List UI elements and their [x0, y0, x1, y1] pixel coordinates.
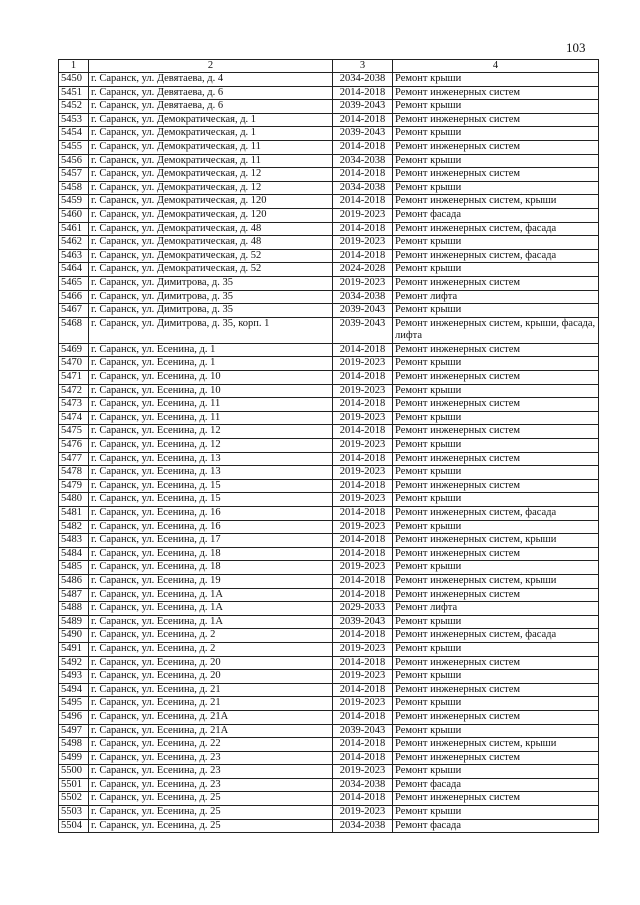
address-cell: г. Саранск, ул. Демократическая, д. 48 — [89, 236, 333, 250]
work-type-cell: Ремонт инженерных систем — [393, 452, 599, 466]
period-cell: 2014-2018 — [333, 738, 393, 752]
period-cell: 2039-2043 — [333, 317, 393, 343]
row-number-cell: 5486 — [59, 574, 89, 588]
address-cell: г. Саранск, ул. Демократическая, д. 120 — [89, 208, 333, 222]
table-row — [59, 371, 599, 385]
row-number-cell: 5476 — [59, 439, 89, 453]
period-cell: 2019-2023 — [333, 439, 393, 453]
period-cell: 2019-2023 — [333, 765, 393, 779]
period-cell: 2034-2038 — [333, 154, 393, 168]
table-row — [59, 493, 599, 507]
table-row — [59, 304, 599, 318]
row-number-cell: 5493 — [59, 670, 89, 684]
row-number-cell: 5455 — [59, 140, 89, 154]
repair-schedule-table — [58, 59, 599, 833]
work-type-cell: Ремонт лифта — [393, 290, 599, 304]
address-cell: г. Саранск, ул. Девятаева, д. 6 — [89, 100, 333, 114]
work-type-cell: Ремонт инженерных систем, фасада — [393, 629, 599, 643]
address-cell: г. Саранск, ул. Есенина, д. 10 — [89, 371, 333, 385]
table-row — [59, 276, 599, 290]
work-type-cell: Ремонт инженерных систем, фасада — [393, 507, 599, 521]
period-cell: 2029-2033 — [333, 602, 393, 616]
row-number-cell: 5450 — [59, 73, 89, 87]
column-header-3: 3 — [333, 60, 393, 73]
work-type-cell: Ремонт инженерных систем — [393, 751, 599, 765]
row-number-cell: 5500 — [59, 765, 89, 779]
work-type-cell: Ремонт крыши — [393, 670, 599, 684]
address-cell: г. Саранск, ул. Есенина, д. 23 — [89, 751, 333, 765]
table-row — [59, 765, 599, 779]
table-row — [59, 751, 599, 765]
row-number-cell: 5451 — [59, 86, 89, 100]
table-row — [59, 479, 599, 493]
row-number-cell: 5457 — [59, 168, 89, 182]
address-cell: г. Саранск, ул. Есенина, д. 1А — [89, 615, 333, 629]
work-type-cell: Ремонт крыши — [393, 439, 599, 453]
address-cell: г. Саранск, ул. Есенина, д. 23 — [89, 765, 333, 779]
address-cell: г. Саранск, ул. Есенина, д. 12 — [89, 439, 333, 453]
period-cell: 2039-2043 — [333, 615, 393, 629]
row-number-cell: 5454 — [59, 127, 89, 141]
row-number-cell: 5469 — [59, 343, 89, 357]
row-number-cell: 5456 — [59, 154, 89, 168]
table-header-row — [59, 60, 599, 73]
table-row — [59, 561, 599, 575]
address-cell: г. Саранск, ул. Девятаева, д. 4 — [89, 73, 333, 87]
address-cell: г. Саранск, ул. Демократическая, д. 12 — [89, 181, 333, 195]
table-row — [59, 357, 599, 371]
table-row — [59, 100, 599, 114]
row-number-cell: 5471 — [59, 371, 89, 385]
address-cell: г. Саранск, ул. Есенина, д. 25 — [89, 792, 333, 806]
period-cell: 2014-2018 — [333, 452, 393, 466]
table-row — [59, 792, 599, 806]
work-type-cell: Ремонт крыши — [393, 73, 599, 87]
table-row — [59, 615, 599, 629]
work-type-cell: Ремонт крыши — [393, 263, 599, 277]
period-cell: 2014-2018 — [333, 629, 393, 643]
table-row — [59, 290, 599, 304]
address-cell: г. Саранск, ул. Демократическая, д. 48 — [89, 222, 333, 236]
address-cell: г. Саранск, ул. Димитрова, д. 35 — [89, 290, 333, 304]
table-row — [59, 236, 599, 250]
table-row — [59, 710, 599, 724]
period-cell: 2014-2018 — [333, 86, 393, 100]
period-cell: 2014-2018 — [333, 574, 393, 588]
row-number-cell: 5467 — [59, 304, 89, 318]
period-cell: 2034-2038 — [333, 290, 393, 304]
period-cell: 2014-2018 — [333, 113, 393, 127]
work-type-cell: Ремонт крыши — [393, 236, 599, 250]
table-row — [59, 520, 599, 534]
row-number-cell: 5501 — [59, 778, 89, 792]
work-type-cell: Ремонт инженерных систем — [393, 168, 599, 182]
address-cell: г. Саранск, ул. Есенина, д. 15 — [89, 493, 333, 507]
table-row — [59, 425, 599, 439]
work-type-cell: Ремонт крыши — [393, 615, 599, 629]
row-number-cell: 5499 — [59, 751, 89, 765]
address-cell: г. Саранск, ул. Есенина, д. 23 — [89, 778, 333, 792]
table-body — [59, 73, 599, 833]
address-cell: г. Саранск, ул. Есенина, д. 1А — [89, 602, 333, 616]
table-row — [59, 547, 599, 561]
row-number-cell: 5460 — [59, 208, 89, 222]
period-cell: 2019-2023 — [333, 276, 393, 290]
row-number-cell: 5472 — [59, 384, 89, 398]
address-cell: г. Саранск, ул. Демократическая, д. 52 — [89, 263, 333, 277]
address-cell: г. Саранск, ул. Есенина, д. 1А — [89, 588, 333, 602]
page-number: 103 — [566, 40, 586, 55]
period-cell: 2019-2023 — [333, 697, 393, 711]
period-cell: 2019-2023 — [333, 466, 393, 480]
period-cell: 2019-2023 — [333, 561, 393, 575]
column-header-1: 1 — [59, 60, 89, 73]
row-number-cell: 5473 — [59, 398, 89, 412]
table-row — [59, 697, 599, 711]
period-cell: 2039-2043 — [333, 304, 393, 318]
table-row — [59, 398, 599, 412]
table-row — [59, 642, 599, 656]
table-row — [59, 317, 599, 343]
work-type-cell: Ремонт инженерных систем — [393, 371, 599, 385]
address-cell: г. Саранск, ул. Есенина, д. 25 — [89, 819, 333, 833]
row-number-cell: 5504 — [59, 819, 89, 833]
period-cell: 2019-2023 — [333, 236, 393, 250]
work-type-cell: Ремонт инженерных систем — [393, 113, 599, 127]
column-header-2: 2 — [89, 60, 333, 73]
row-number-cell: 5466 — [59, 290, 89, 304]
period-cell: 2019-2023 — [333, 806, 393, 820]
address-cell: г. Саранск, ул. Есенина, д. 21А — [89, 710, 333, 724]
period-cell: 2014-2018 — [333, 479, 393, 493]
period-cell: 2034-2038 — [333, 778, 393, 792]
period-cell: 2014-2018 — [333, 371, 393, 385]
period-cell: 2014-2018 — [333, 222, 393, 236]
table-row — [59, 466, 599, 480]
work-type-cell: Ремонт крыши — [393, 765, 599, 779]
work-type-cell: Ремонт инженерных систем — [393, 343, 599, 357]
row-number-cell: 5465 — [59, 276, 89, 290]
period-cell: 2019-2023 — [333, 520, 393, 534]
address-cell: г. Саранск, ул. Демократическая, д. 11 — [89, 140, 333, 154]
table-row — [59, 534, 599, 548]
row-number-cell: 5489 — [59, 615, 89, 629]
row-number-cell: 5463 — [59, 249, 89, 263]
work-type-cell: Ремонт инженерных систем — [393, 588, 599, 602]
row-number-cell: 5491 — [59, 642, 89, 656]
work-type-cell: Ремонт крыши — [393, 724, 599, 738]
table-row — [59, 343, 599, 357]
address-cell: г. Саранск, ул. Девятаева, д. 6 — [89, 86, 333, 100]
table-row — [59, 724, 599, 738]
table-row — [59, 819, 599, 833]
period-cell: 2014-2018 — [333, 751, 393, 765]
table-row — [59, 127, 599, 141]
work-type-cell: Ремонт инженерных систем — [393, 398, 599, 412]
period-cell: 2014-2018 — [333, 792, 393, 806]
table-row — [59, 507, 599, 521]
work-type-cell: Ремонт крыши — [393, 642, 599, 656]
address-cell: г. Саранск, ул. Есенина, д. 17 — [89, 534, 333, 548]
work-type-cell: Ремонт крыши — [393, 384, 599, 398]
row-number-cell: 5492 — [59, 656, 89, 670]
table-row — [59, 86, 599, 100]
address-cell: г. Саранск, ул. Есенина, д. 19 — [89, 574, 333, 588]
address-cell: г. Саранск, ул. Есенина, д. 16 — [89, 520, 333, 534]
row-number-cell: 5495 — [59, 697, 89, 711]
work-type-cell: Ремонт крыши — [393, 697, 599, 711]
work-type-cell: Ремонт крыши — [393, 181, 599, 195]
row-number-cell: 5461 — [59, 222, 89, 236]
row-number-cell: 5482 — [59, 520, 89, 534]
period-cell: 2039-2043 — [333, 127, 393, 141]
table-row — [59, 249, 599, 263]
table-row — [59, 588, 599, 602]
work-type-cell: Ремонт инженерных систем — [393, 425, 599, 439]
address-cell: г. Саранск, ул. Демократическая, д. 52 — [89, 249, 333, 263]
address-cell: г. Саранск, ул. Есенина, д. 18 — [89, 561, 333, 575]
row-number-cell: 5474 — [59, 411, 89, 425]
row-number-cell: 5502 — [59, 792, 89, 806]
address-cell: г. Саранск, ул. Демократическая, д. 1 — [89, 113, 333, 127]
work-type-cell: Ремонт инженерных систем — [393, 656, 599, 670]
work-type-cell: Ремонт инженерных систем — [393, 792, 599, 806]
work-type-cell: Ремонт крыши — [393, 304, 599, 318]
period-cell: 2019-2023 — [333, 411, 393, 425]
row-number-cell: 5464 — [59, 263, 89, 277]
table-row — [59, 181, 599, 195]
address-cell: г. Саранск, ул. Есенина, д. 12 — [89, 425, 333, 439]
work-type-cell: Ремонт инженерных систем, крыши, фасада, лифта — [393, 317, 599, 343]
period-cell: 2014-2018 — [333, 195, 393, 209]
address-cell: г. Саранск, ул. Есенина, д. 20 — [89, 670, 333, 684]
work-type-cell: Ремонт инженерных систем, фасада — [393, 222, 599, 236]
period-cell: 2014-2018 — [333, 547, 393, 561]
table-row — [59, 629, 599, 643]
row-number-cell: 5481 — [59, 507, 89, 521]
address-cell: г. Саранск, ул. Есенина, д. 16 — [89, 507, 333, 521]
period-cell: 2019-2023 — [333, 384, 393, 398]
table-row — [59, 738, 599, 752]
table-row — [59, 670, 599, 684]
table-row — [59, 113, 599, 127]
work-type-cell: Ремонт инженерных систем, крыши — [393, 574, 599, 588]
table-row — [59, 168, 599, 182]
row-number-cell: 5478 — [59, 466, 89, 480]
address-cell: г. Саранск, ул. Есенина, д. 21 — [89, 683, 333, 697]
work-type-cell: Ремонт крыши — [393, 127, 599, 141]
work-type-cell: Ремонт инженерных систем — [393, 479, 599, 493]
work-type-cell: Ремонт крыши — [393, 466, 599, 480]
address-cell: г. Саранск, ул. Есенина, д. 1 — [89, 343, 333, 357]
work-type-cell: Ремонт крыши — [393, 561, 599, 575]
period-cell: 2014-2018 — [333, 168, 393, 182]
period-cell: 2014-2018 — [333, 710, 393, 724]
row-number-cell: 5459 — [59, 195, 89, 209]
address-cell: г. Саранск, ул. Есенина, д. 21 — [89, 697, 333, 711]
table-row — [59, 208, 599, 222]
address-cell: г. Саранск, ул. Есенина, д. 15 — [89, 479, 333, 493]
work-type-cell: Ремонт крыши — [393, 806, 599, 820]
work-type-cell: Ремонт инженерных систем, крыши — [393, 195, 599, 209]
table-row — [59, 411, 599, 425]
table-row — [59, 452, 599, 466]
row-number-cell: 5452 — [59, 100, 89, 114]
row-number-cell: 5503 — [59, 806, 89, 820]
period-cell: 2014-2018 — [333, 343, 393, 357]
table-row — [59, 439, 599, 453]
table-row — [59, 73, 599, 87]
row-number-cell: 5496 — [59, 710, 89, 724]
work-type-cell: Ремонт лифта — [393, 602, 599, 616]
row-number-cell: 5497 — [59, 724, 89, 738]
address-cell: г. Саранск, ул. Демократическая, д. 12 — [89, 168, 333, 182]
column-header-4: 4 — [393, 60, 599, 73]
period-cell: 2014-2018 — [333, 534, 393, 548]
period-cell: 2024-2028 — [333, 263, 393, 277]
period-cell: 2014-2018 — [333, 507, 393, 521]
row-number-cell: 5458 — [59, 181, 89, 195]
address-cell: г. Саранск, ул. Есенина, д. 13 — [89, 452, 333, 466]
period-cell: 2014-2018 — [333, 656, 393, 670]
address-cell: г. Саранск, ул. Есенина, д. 11 — [89, 398, 333, 412]
address-cell: г. Саранск, ул. Есенина, д. 1 — [89, 357, 333, 371]
period-cell: 2019-2023 — [333, 493, 393, 507]
period-cell: 2034-2038 — [333, 181, 393, 195]
work-type-cell: Ремонт крыши — [393, 411, 599, 425]
table-row — [59, 656, 599, 670]
work-type-cell: Ремонт фасада — [393, 208, 599, 222]
row-number-cell: 5479 — [59, 479, 89, 493]
address-cell: г. Саранск, ул. Есенина, д. 2 — [89, 642, 333, 656]
period-cell: 2014-2018 — [333, 588, 393, 602]
address-cell: г. Саранск, ул. Димитрова, д. 35 — [89, 304, 333, 318]
table-row — [59, 778, 599, 792]
work-type-cell: Ремонт инженерных систем, крыши — [393, 738, 599, 752]
row-number-cell: 5487 — [59, 588, 89, 602]
work-type-cell: Ремонт крыши — [393, 357, 599, 371]
row-number-cell: 5477 — [59, 452, 89, 466]
address-cell: г. Саранск, ул. Есенина, д. 21А — [89, 724, 333, 738]
period-cell: 2014-2018 — [333, 140, 393, 154]
address-cell: г. Саранск, ул. Есенина, д. 11 — [89, 411, 333, 425]
period-cell: 2019-2023 — [333, 357, 393, 371]
period-cell: 2019-2023 — [333, 670, 393, 684]
row-number-cell: 5490 — [59, 629, 89, 643]
address-cell: г. Саранск, ул. Есенина, д. 2 — [89, 629, 333, 643]
period-cell: 2039-2043 — [333, 100, 393, 114]
row-number-cell: 5475 — [59, 425, 89, 439]
work-type-cell: Ремонт фасада — [393, 778, 599, 792]
period-cell: 2014-2018 — [333, 398, 393, 412]
period-cell: 2014-2018 — [333, 683, 393, 697]
table-row — [59, 806, 599, 820]
row-number-cell: 5470 — [59, 357, 89, 371]
address-cell: г. Саранск, ул. Есенина, д. 22 — [89, 738, 333, 752]
work-type-cell: Ремонт крыши — [393, 493, 599, 507]
table-row — [59, 195, 599, 209]
address-cell: г. Саранск, ул. Есенина, д. 10 — [89, 384, 333, 398]
row-number-cell: 5468 — [59, 317, 89, 343]
row-number-cell: 5462 — [59, 236, 89, 250]
work-type-cell: Ремонт крыши — [393, 100, 599, 114]
address-cell: г. Саранск, ул. Есенина, д. 18 — [89, 547, 333, 561]
address-cell: г. Саранск, ул. Демократическая, д. 11 — [89, 154, 333, 168]
work-type-cell: Ремонт крыши — [393, 154, 599, 168]
table-row — [59, 154, 599, 168]
table-row — [59, 602, 599, 616]
address-cell: г. Саранск, ул. Есенина, д. 25 — [89, 806, 333, 820]
table-row — [59, 574, 599, 588]
address-cell: г. Саранск, ул. Есенина, д. 20 — [89, 656, 333, 670]
row-number-cell: 5485 — [59, 561, 89, 575]
row-number-cell: 5494 — [59, 683, 89, 697]
table-row — [59, 140, 599, 154]
row-number-cell: 5484 — [59, 547, 89, 561]
row-number-cell: 5483 — [59, 534, 89, 548]
work-type-cell: Ремонт инженерных систем — [393, 683, 599, 697]
address-cell: г. Саранск, ул. Есенина, д. 13 — [89, 466, 333, 480]
period-cell: 2039-2043 — [333, 724, 393, 738]
table-row — [59, 222, 599, 236]
work-type-cell: Ремонт инженерных систем, фасада — [393, 249, 599, 263]
period-cell: 2014-2018 — [333, 249, 393, 263]
table-row — [59, 263, 599, 277]
work-type-cell: Ремонт инженерных систем — [393, 86, 599, 100]
address-cell: г. Саранск, ул. Димитрова, д. 35, корп. 1 — [89, 317, 333, 343]
work-type-cell: Ремонт инженерных систем, крыши — [393, 534, 599, 548]
row-number-cell: 5480 — [59, 493, 89, 507]
row-number-cell: 5498 — [59, 738, 89, 752]
row-number-cell: 5453 — [59, 113, 89, 127]
period-cell: 2034-2038 — [333, 73, 393, 87]
address-cell: г. Саранск, ул. Димитрова, д. 35 — [89, 276, 333, 290]
address-cell: г. Саранск, ул. Демократическая, д. 120 — [89, 195, 333, 209]
work-type-cell: Ремонт фасада — [393, 819, 599, 833]
row-number-cell: 5488 — [59, 602, 89, 616]
period-cell: 2019-2023 — [333, 642, 393, 656]
work-type-cell: Ремонт инженерных систем — [393, 547, 599, 561]
address-cell: г. Саранск, ул. Демократическая, д. 1 — [89, 127, 333, 141]
period-cell: 2034-2038 — [333, 819, 393, 833]
period-cell: 2014-2018 — [333, 425, 393, 439]
work-type-cell: Ремонт инженерных систем — [393, 710, 599, 724]
period-cell: 2019-2023 — [333, 208, 393, 222]
work-type-cell: Ремонт инженерных систем — [393, 140, 599, 154]
table-row — [59, 683, 599, 697]
work-type-cell: Ремонт инженерных систем — [393, 276, 599, 290]
table-row — [59, 384, 599, 398]
work-type-cell: Ремонт крыши — [393, 520, 599, 534]
